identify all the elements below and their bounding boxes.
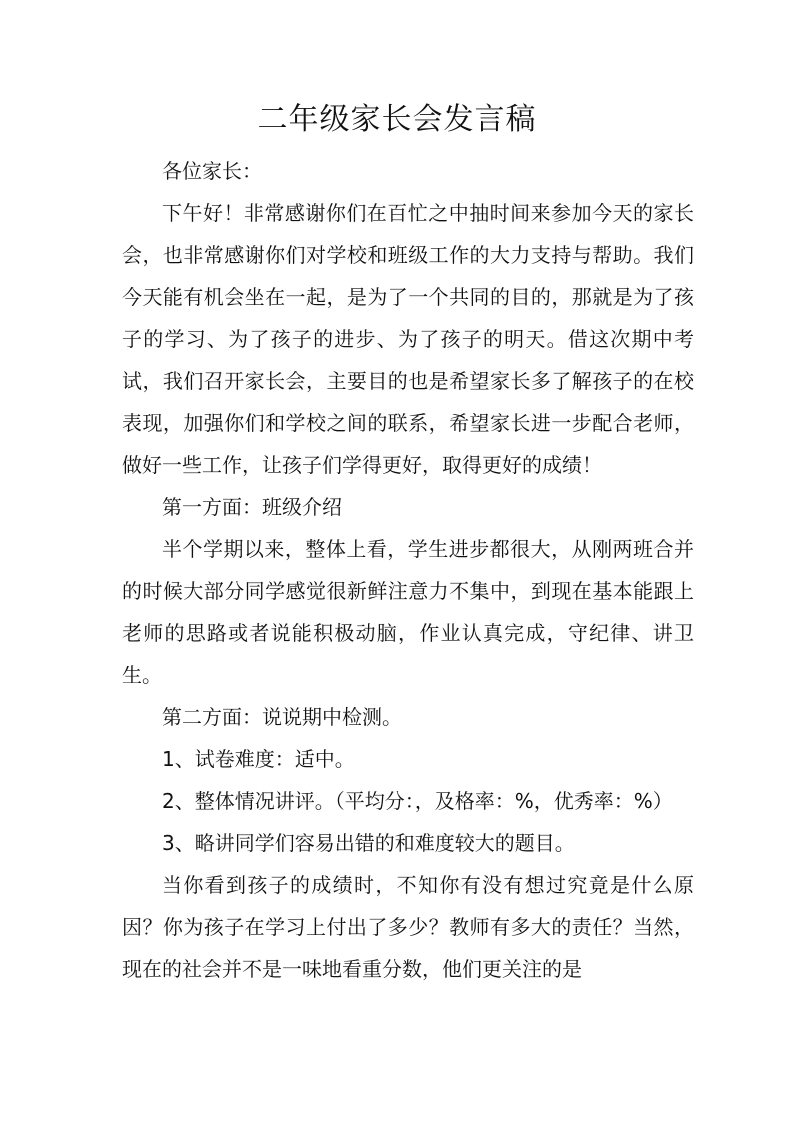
reflection-paragraph: 当你看到孩子的成绩时，不知你有没有想过究竟是什么原因？你为孩子在学习上付出了多少？教师有多大的责任？当然，现在的社会并不是一味地看重分数，他们更关注的是: [122, 873, 694, 981]
section-heading-class-intro: 第一方面：班级介绍: [162, 495, 342, 519]
list-item-mistakes: 3、略讲同学们容易出错的和难度较大的题目。: [162, 831, 575, 855]
list-item-overall: 2、整体情况讲评。（平均分：，及格率：%，优秀率：%）: [162, 789, 673, 813]
class-intro-paragraph: 半个学期以来，整体上看，学生进步都很大，从刚两班合并的时候大部分同学感觉很新鲜注意力不集中，到现在基本能跟上老师的思路或者说能积极动脑，作业认真完成，守纪律、讲卫生。: [122, 537, 694, 687]
greeting-paragraph: 各位家长：: [162, 159, 262, 183]
document-body: [122, 150, 694, 990]
document-title: 二年级家长会发言稿: [257, 102, 537, 137]
section-heading-midterm: 第二方面：说说期中检测。: [162, 705, 402, 729]
opening-paragraph: 下午好！非常感谢你们在百忙之中抽时间来参加今天的家长会，也非常感谢你们对学校和班级工作的大力支持与帮助。我们今天能有机会坐在一起，是为了一个共同的目的，那就是为了孩子的学习、为了孩子的进步、为了孩子的明天。借这次期中考试，我们召开家长会，主要目的也是希望家长多了解孩子的在校表现，加强你们和学校之间的联系，希望家长进一步配合老师，做好一些工作，让孩子们学得更好，取得更好的成绩！: [122, 201, 694, 477]
list-item-difficulty: 1、试卷难度：适中。: [162, 747, 355, 771]
